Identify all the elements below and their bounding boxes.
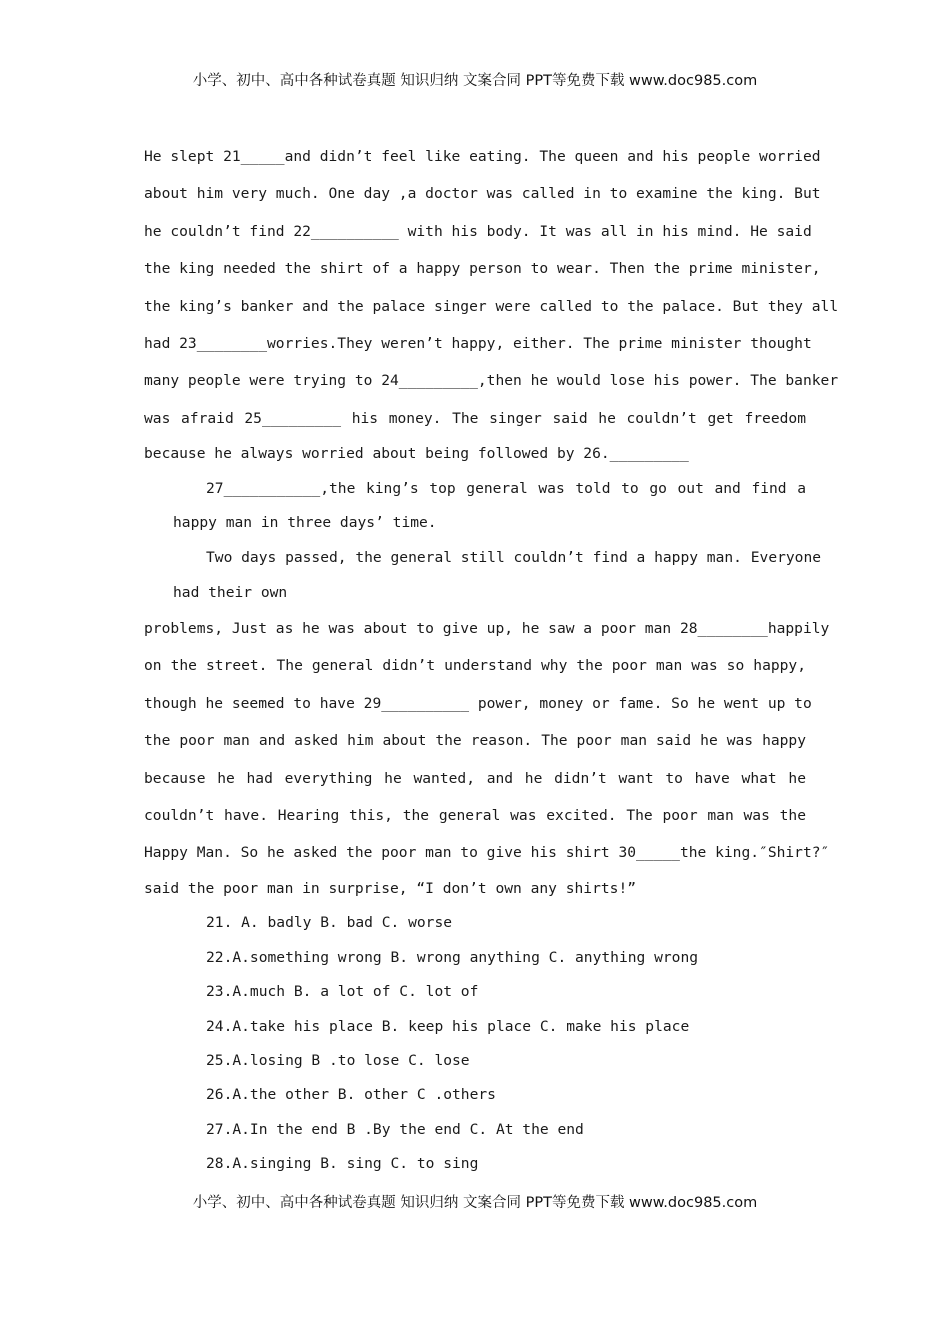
option-line-27: 27.A.In the end B .By the end C. At the end (206, 1120, 584, 1138)
text-line: happy man in three days’ time. (173, 514, 437, 532)
option-line-26: 26.A.the other B. other C .others (206, 1086, 496, 1104)
text-line: he couldn’t find 22__________ with his body. It was all in his mind. He said (144, 222, 812, 240)
text-line: problems, Just as he was about to give up, he saw a poor man 28________happily (144, 620, 830, 638)
page-footer: 小学、初中、高中各种试卷真题 知识归纳 文案合同 PPT等免费下载 www.doc985.com (192, 1195, 758, 1211)
text-line: 27___________,the king’s top general was told to go out and find a (206, 479, 806, 497)
text-line: He slept 21_____and didn’t feel like eating. The queen and his people worried (144, 148, 821, 165)
paragraph-1 (144, 138, 839, 472)
text-line: had 23________worries.They weren’t happy, either. The prime minister thought (144, 334, 812, 352)
option-line-21: 21. A. badly B. bad C. worse (206, 914, 453, 932)
text-line: Happy Man. So he asked the poor man to give his shirt 30_____the king.″Shirt?″ (144, 844, 830, 862)
answer-options (144, 906, 806, 1181)
text-line: though he seemed to have 29__________ power, money or fame. So he went up to (144, 694, 812, 712)
text-line: on the street. The general didn’t understand why the poor man was so happy, (144, 657, 806, 675)
option-line-28: 28.A.singing B. sing C. to sing (206, 1155, 479, 1173)
option-line-25: 25.A.losing B .to lose C. lose (206, 1051, 470, 1069)
text-line: many people were trying to 24_________,then he would lose his power. The banker (144, 372, 839, 390)
text-line: couldn’t have. Hearing this, the general was excited. The poor man was the (144, 807, 806, 825)
option-line-22: 22.A.something wrong B. wrong anything C. anything wrong (206, 948, 699, 966)
text-line: the poor man and asked him about the reason. The poor man said he was happy (144, 732, 806, 750)
text-line: said the poor man in surprise, “I don’t own any shirts!” (144, 879, 637, 897)
text-line: because he had everything he wanted, and he didn’t want to have what he (144, 769, 806, 787)
passage-content (144, 138, 839, 1182)
option-line-23: 23.A.much B. a lot of C. lot of (206, 983, 479, 1001)
text-line: about him very much. One day ,a doctor was called in to examine the king. But (144, 185, 821, 203)
text-line: was afraid 25_________ his money. The singer said he couldn’t get freedom (144, 409, 806, 427)
paragraph-2 (144, 472, 806, 541)
page-header: 小学、初中、高中各种试卷真题 知识归纳 文案合同 PPT等免费下载 www.doc985.com (192, 73, 758, 89)
text-line: the king’s banker and the palace singer were called to the palace. But they all (144, 297, 839, 315)
option-line-24: 24.A.take his place B. keep his place C. make his place (206, 1017, 690, 1035)
text-line: because he always worried about being followed by 26._________ (144, 445, 689, 463)
paragraph-4 (144, 610, 830, 906)
text-line: the king needed the shirt of a happy person to wear. Then the prime minister, (144, 260, 821, 278)
paragraph-3 (144, 541, 822, 610)
text-line: had their own (173, 583, 288, 601)
text-line: Two days passed, the general still couldn’t find a happy man. Everyone (206, 548, 822, 566)
